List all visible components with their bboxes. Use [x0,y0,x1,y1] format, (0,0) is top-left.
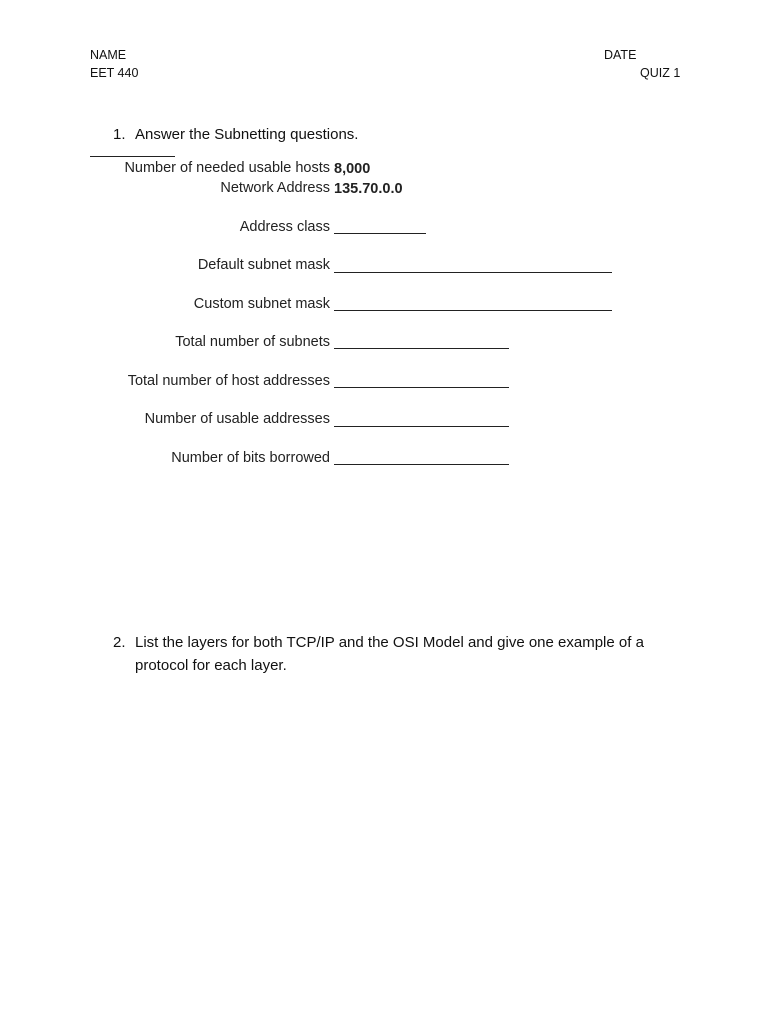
date-label: DATE [604,48,637,62]
hosts-row [0,160,330,180]
question-2-text: List the layers for both TCP/IP and the OSI Model and give one example of a protocol for each layer. [135,634,644,674]
question-2 [113,631,683,679]
total-hosts-answer-blank[interactable] [334,387,509,388]
question-2-number: 2. [113,634,126,651]
field-row [0,373,330,393]
question-1-number: 1. [113,126,126,143]
address-class-answer-blank[interactable] [334,233,426,234]
field-row [0,411,330,431]
field-label-bits-borrowed: Number of bits borrowed [171,450,330,466]
custom-mask-answer-blank[interactable] [334,310,612,311]
usable-addresses-answer-blank[interactable] [334,426,509,427]
subnet-form [0,0,768,500]
question-1-text: Answer the Subnetting questions. [135,126,359,143]
field-row [0,450,330,470]
network-value: 135.70.0.0 [334,181,403,197]
network-value-row [334,181,454,201]
field-row [0,257,330,277]
field-label-total-hosts: Total number of host addresses [127,373,330,389]
course-label: EET 440 [90,66,139,80]
field-label-default-mask: Default subnet mask [197,257,330,273]
network-row [0,180,330,200]
name-label: NAME [90,48,127,62]
field-row [0,334,330,354]
field-label-usable-addresses: Number of usable addresses [144,411,330,427]
field-label-address-class: Address class [239,219,330,235]
field-row [0,296,330,316]
network-label: Network Address [220,180,330,196]
hosts-value-row [334,161,454,181]
quiz-label: QUIZ 1 [640,66,681,80]
field-row [0,219,330,239]
field-label-custom-mask: Custom subnet mask [193,296,330,312]
hosts-value: 8,000 [334,161,371,177]
default-mask-answer-blank[interactable] [334,272,612,273]
field-label-total-subnets: Total number of subnets [175,334,330,350]
bits-borrowed-answer-blank[interactable] [334,464,509,465]
hosts-label: Number of needed usable hosts [124,160,330,176]
total-subnets-answer-blank[interactable] [334,348,509,349]
